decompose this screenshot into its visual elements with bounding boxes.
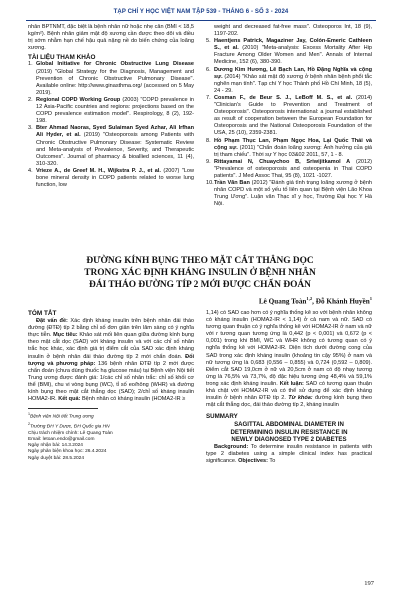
author-affiliation-mark: 1,2 [306,296,313,301]
abstract-text: SAD có tương quan thuận khá chặt với HOMA2-IR và có thể sử dụng để xác định kháng insulin ở bệnh nhân ĐTĐ típ 2. [206,380,372,402]
received-date: Ngày nhận bài: 14.3.2024 [28,443,83,449]
reference-item [206,159,372,180]
left-column-top [28,24,194,189]
reference-authors: Regional COPD Working Group [36,96,121,103]
title-line: TRONG XÁC ĐỊNH KHÁNG INSULIN Ở BỆNH NHÂN [84,268,316,279]
abstract-paragraph [206,310,372,409]
abstract-title: TÓM TẮT [28,310,57,317]
summary-label: Objectives: [238,457,268,464]
summary-label: Background: [214,443,249,450]
abstract-text: 136 bệnh nhân ĐTĐ típ 2 mới được chẩn đoán (chưa dùng thuốc hạ glucose máu) tại Bệnh viện Nội tiết Trung ương được đánh giá: 1/các chỉ số nhân trắc: chỉ số khối cơ thể (BMI), chu vi vòng bụng (WC), tỉ số eo/hông (WHR) và đường kính bụng theo mặt cắt thẳng dọc (SAD); 2/chỉ số kháng insulin HOMA2-IR. [28,360,194,403]
reference-authors: Rittayamai N, Chuaychoo B, Sriwijitkamol A [214,158,351,165]
reference-list-left [28,61,194,189]
summary-paragraph [206,444,372,465]
footnote: $^1$Bệnh viện Nội tiết Trung ương [28,412,94,420]
reference-continuation: weight and decreased fat-free mass". Osteoporos Int, 18 (9), 1197-202. [214,24,372,38]
email: Email: letoan.endo@gmail.com [28,437,95,443]
reference-number: 1. [28,61,33,68]
reference-number: 8. [206,137,211,144]
reference-number: 7. [206,94,211,101]
previous-article-conclusion: nhân BPTNMT, đặc biệt là bệnh nhân nữ hoặc nhẹ cân (BMI < 18,5 kg/m²). Bệnh nhân giảm mật độ xương cần được theo dõi và điều trị sớm nhằm hạn chế hậu quả nặng nề do biến chứng của loãng xương. [28,24,194,52]
page-number: 197 [364,580,374,587]
correspondence: Chịu trách nhiệm chính: Lê Quang Toàn [28,430,113,436]
reference-item [206,67,372,95]
author-affiliation-mark: 1 [369,296,372,301]
reference-body: (2019) "Global Strategy for the Diagnosis, Management and Prevention of Chronic Obstructive Pulmonary Disease". Available online: http://www.ginasthma.org/ (accessed on 5 May 2019). [36,68,194,96]
abstract-text: Bệnh nhân có kháng insulin (HOMA2-IR ≥ [80,396,186,403]
english-title-line: NEWLY DIAGNOSED TYPE 2 DIABETES [231,436,347,444]
author-separator: , [312,297,316,306]
author-name: Đỗ Khánh Huyền [315,297,370,306]
reference-authors: Global Initiative for Chronic Obstructive Lung Disease [36,61,194,68]
abstract-text: Xác định kháng insulin trên bệnh nhân đái tháo đường (ĐTĐ) típ 2 bằng chỉ số đơn giản trên lâm sàng có ý nghĩa thực tiễn. [28,318,194,339]
reference-body: (2014) "Clinician's Guide to Prevention and Treatment of Osteoporosis". Osteoporosis international: a journal established as result of cooperation between the European Foundation for Osteoporosis and the National Osteoporosis Foundation of the USA, 25 (10), 2359-2381. [214,94,373,137]
reference-item [28,61,194,96]
reference-number: 4. [28,167,33,174]
article-authors [28,296,372,305]
article-title [28,255,372,292]
reference-body: (2007) "Low bone mineral density in COPD patients related to worse lung function, low [36,167,194,189]
english-title-line: DETERMINING INSULIN RESISTANCE IN [230,428,348,436]
reference-authors: Bter Ahmad Naoras, Syed Sulaiman Syed Azhar, Ali Irfhan Ali Hyder, et al. [36,125,194,139]
reference-item [206,38,372,66]
keywords-label: Từ khóa: [288,395,313,402]
reference-item [206,138,372,159]
title-line: ĐƯỜNG KÍNH BỤNG THEO MẶT CẮT THẲNG DỌC [86,256,314,266]
reference-item [28,125,194,168]
abstract-paragraph [28,318,194,403]
reference-body: (2012) "Prevalence of osteoporosis and osteopenia in Thai COPD patients". J Med Assoc Thai, 95 (8), 1021 -1027. [214,158,373,179]
reference-item [206,180,372,208]
summary-text: To [267,457,276,464]
reference-authors: Dương Kim Hương, Lê Bạch Lan, Hồ Đặng Nghĩa và cộng sự. [214,66,372,80]
right-column-top [206,24,372,208]
reference-number: 6. [206,66,211,73]
author-name: Lê Quang Toàn [258,297,307,306]
english-title-line: SAGITTAL ABDOMINAL DIAMETER IN [234,421,344,429]
reference-body: (2011) "Chẩn đoán loãng xương: Ảnh hưởng của giá trị tham chiếu". Thời sự Y học 03&02 2011, 57, 1 - 8. [214,144,372,158]
reference-body: (2012) "Đánh giá tình trạng loãng xương ở bệnh nhân COPD và một số yếu tố liên quan tại Bệnh viện Lão Khoa Trung Ương". Luận văn Thạc sĩ y học, Trường Đại học Y Hà Nội. [214,180,373,208]
reference-number: 2. [28,96,33,103]
title-line: ĐÁI THÁO ĐƯỜNG TÍP 2 MỚI ĐƯỢC CHẨN ĐOÁN [89,280,311,291]
english-title [206,421,372,443]
reference-authors: Vrieze A., de Greef M. H., Wijkstra P. J., et al. [36,167,161,174]
right-column-bottom [206,310,372,465]
reference-authors: Trần Văn Ban [214,180,250,187]
reference-number: 9. [206,158,211,165]
journal-header: TẠP CHÍ Y HỌC VIỆT NAM TẬP 539 - THÁNG 6 - SỐ 3 - 2024 [113,9,289,15]
footnote-rule [28,408,98,409]
reference-number: 5. [206,38,211,45]
references-title: TÀI LIỆU THAM KHẢO [28,54,96,62]
reference-list-right [206,38,372,208]
abstract-label: Đối tượng và phương pháp: [28,353,194,367]
reference-body: (2003) "COPD prevalence in 12 Asia-Pacific countries and regions: projections based on the COPD prevalence estimation model". Respirology, 8 (2), 192-198. [36,96,195,125]
abstract-text: 1,14) có SAD cao hơn có ý nghĩa thống kê so với bệnh nhân không có kháng insulin (HOMA2-IR < 1,14) ở cả nam và nữ. SAD có tương quan thuận có ý nghĩa thống kê với HOMA2-IR ở nam và nữ với r tương quan tương ứng là 0,442 (p < 0,001) và 0,672 (p < 0,001) trong khi BMI, WC và WHR không có tương quan có ý nghĩa thống kê với HOMA2-IR. Diện tích dưới đường cong của SAD trong xác định kháng insulin (khoảng tin cậy 95%) ở nam và nữ tương ứng là 0,683 (0,556 – 0,855) và 0,724 (0,592 – 0,809). Điểm cắt SAD 19,0cm ở nữ và 20,5cm ở nam có độ nhạy tương ứng là 76,5% và 73,7%, độ đặc hiệu tương ứng 48,4% và 59,1% trong xác định kháng insulin. [206,310,372,387]
reference-authors: Haentjens Patrick, Magaziner Jay, Colón-Emeric Cathleen S., et al. [214,38,372,52]
keywords-text: đường kính bụng theo mặt cắt thẳng dọc, đái tháo đường típ 2, kháng insulin [206,395,373,409]
reference-item [206,95,372,138]
abstract-label: Kết quả: [58,396,81,403]
reference-body: (2010) "Meta-analysis: Excess Mortality After Hip Fracture Among Older Women and Men". Annals of Internal Medicine, 152 (6), 380-390. [214,45,372,66]
footnote: $^2$Trường ĐH Y Dược, ĐH Quốc gia HN [28,422,110,430]
abstract-label: Mục tiêu: [53,332,78,339]
summary-title: SUMMARY [206,413,238,421]
reference-number: 10. [206,180,214,187]
abstract-label: Kết luận: [279,380,304,387]
accepted-date: Ngày duyệt bài: 28.5.2024 [28,455,85,461]
left-column-bottom [28,310,194,462]
reference-item [28,168,194,189]
summary-text: To determine insulin resistance in patients with type 2 diabetes using a simple clinical index has practical significance. [206,443,372,464]
reference-body: (2019) "Osteoporosis among Patients with Chronic Obstructive Pulmonary Disease: Systematic Review and Meta-analysis of Prevalence, Severity, and Therapeutic Outcomes". Journal of pharmacy & bioallied sciences, 11 (4), 310-320. [36,132,194,167]
footnotes [28,411,194,462]
reference-authors: Hồ Phạm Thục Lan, Phạm Ngọc Hoa, Lại Quốc Thái và cộng sự. [214,137,372,151]
reference-item [28,97,194,125]
review-date: Ngày phản biện khoa học: 26.4.2024 [28,449,107,455]
reference-authors: Cosman F., de Beur S. J., LeBoff M. S., et al. [214,94,353,101]
header-rule [26,20,376,21]
reference-body: (2014) "Khảo sát mật độ xương ở bệnh nhân bệnh phổi tắc nghẽn mạn tính". Tạp chí Y học Thành phố Hồ Chí Minh, 18 (5), 24 - 29. [214,73,372,94]
reference-number: 3. [28,125,33,132]
abstract-text: Khảo sát mối liên quan giữa đường kính bụng theo mặt cắt dọc (SAD) với kháng insulin và với các chỉ số nhân trắc học khác, xác định giá trị điểm cắt của SAD xác định kháng insulin ở bệnh nhân đái tháo đường típ 2 mới chẩn đoán. [28,332,195,360]
abstract-label: Đặt vấn đề: [36,318,68,325]
